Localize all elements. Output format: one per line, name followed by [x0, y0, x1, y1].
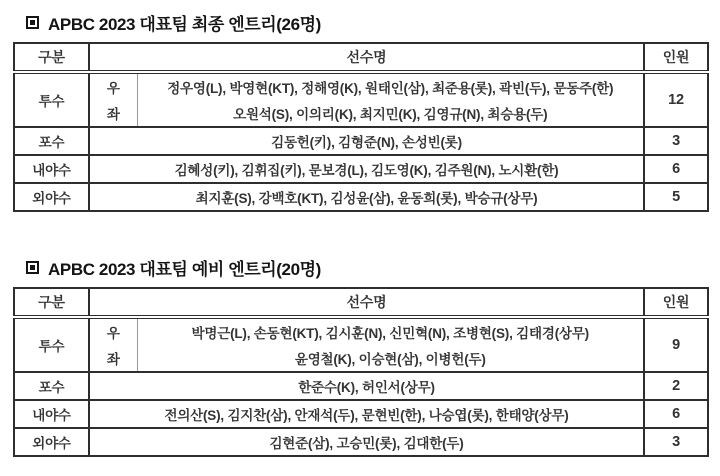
players-cell: 최지훈(S), 강백호(KT), 김성윤(삼), 윤동희(롯), 박승규(상무)	[89, 183, 644, 211]
players-cell: 오원석(S), 이의리(K), 최지민(K), 김영규(N), 최승용(두)	[137, 100, 644, 127]
title-text: APBC 2023 대표팀 예비 엔트리(20명)	[48, 259, 321, 279]
hand-label-right: 우	[89, 317, 137, 345]
players-cell: 전의산(S), 김지찬(삼), 안재석(두), 문현빈(한), 나승엽(롯), 한태양(상무)	[89, 400, 644, 428]
count-cell: 3	[644, 428, 708, 456]
count-cell: 12	[644, 72, 708, 127]
square-bullet-icon	[26, 16, 39, 29]
players-header-cell: 선수명	[89, 43, 644, 72]
count-cell: 3	[644, 127, 708, 155]
players-cell: 김혜성(키), 김휘집(키), 문보경(L), 김도영(K), 김주원(N), 노시환(한)	[89, 155, 644, 183]
table-row-infielders	[14, 400, 708, 428]
final-entry-section	[13, 11, 707, 212]
hand-label-left: 좌	[89, 100, 137, 127]
reserve-entry-section	[13, 256, 707, 457]
position-label: 내야수	[14, 155, 89, 183]
position-label: 투수	[14, 317, 89, 372]
reserve-entry-title	[26, 256, 707, 278]
position-label: 포수	[14, 127, 89, 155]
players-cell: 정우영(L), 박영현(KT), 정해영(K), 원태인(삼), 최준용(롯), 곽빈(두), 문동주(한)	[137, 72, 644, 100]
count-header-cell: 인원	[644, 43, 708, 72]
header-row	[14, 288, 708, 317]
position-label: 외야수	[14, 183, 89, 211]
square-bullet-icon	[26, 261, 39, 274]
players-cell: 김현준(삼), 고승민(롯), 김대한(두)	[89, 428, 644, 456]
table-row-pitchers-right	[14, 317, 708, 345]
table-row-outfielders	[14, 428, 708, 456]
table-row-catchers	[14, 127, 708, 155]
title-text: APBC 2023 대표팀 최종 엔트리(26명)	[48, 14, 321, 34]
count-cell: 2	[644, 372, 708, 400]
final-entry-title	[26, 11, 707, 33]
position-label: 내야수	[14, 400, 89, 428]
players-cell: 박명근(L), 손동현(KT), 김시훈(N), 신민혁(N), 조병현(S), 김태경(상무)	[137, 317, 644, 345]
table-row-catchers	[14, 372, 708, 400]
table-row-pitchers-right	[14, 72, 708, 100]
position-label: 포수	[14, 372, 89, 400]
count-cell: 6	[644, 400, 708, 428]
table-row-pitchers-left	[14, 100, 708, 127]
hand-label-right: 우	[89, 72, 137, 100]
players-header-cell: 선수명	[89, 288, 644, 317]
reserve-entry-table	[13, 287, 709, 457]
count-cell: 5	[644, 183, 708, 211]
position-label: 외야수	[14, 428, 89, 456]
table-row-infielders	[14, 155, 708, 183]
table-row-pitchers-left	[14, 345, 708, 372]
position-label: 투수	[14, 72, 89, 127]
count-cell: 9	[644, 317, 708, 372]
players-cell: 윤영철(K), 이승현(삼), 이병헌(두)	[137, 345, 644, 372]
category-header-cell: 구분	[14, 288, 89, 317]
table-row-outfielders	[14, 183, 708, 211]
final-entry-table	[13, 42, 709, 212]
hand-label-left: 좌	[89, 345, 137, 372]
header-row	[14, 43, 708, 72]
players-cell: 한준수(K), 허인서(상무)	[89, 372, 644, 400]
players-cell: 김동헌(키), 김형준(N), 손성빈(롯)	[89, 127, 644, 155]
category-header-cell: 구분	[14, 43, 89, 72]
count-header-cell: 인원	[644, 288, 708, 317]
count-cell: 6	[644, 155, 708, 183]
